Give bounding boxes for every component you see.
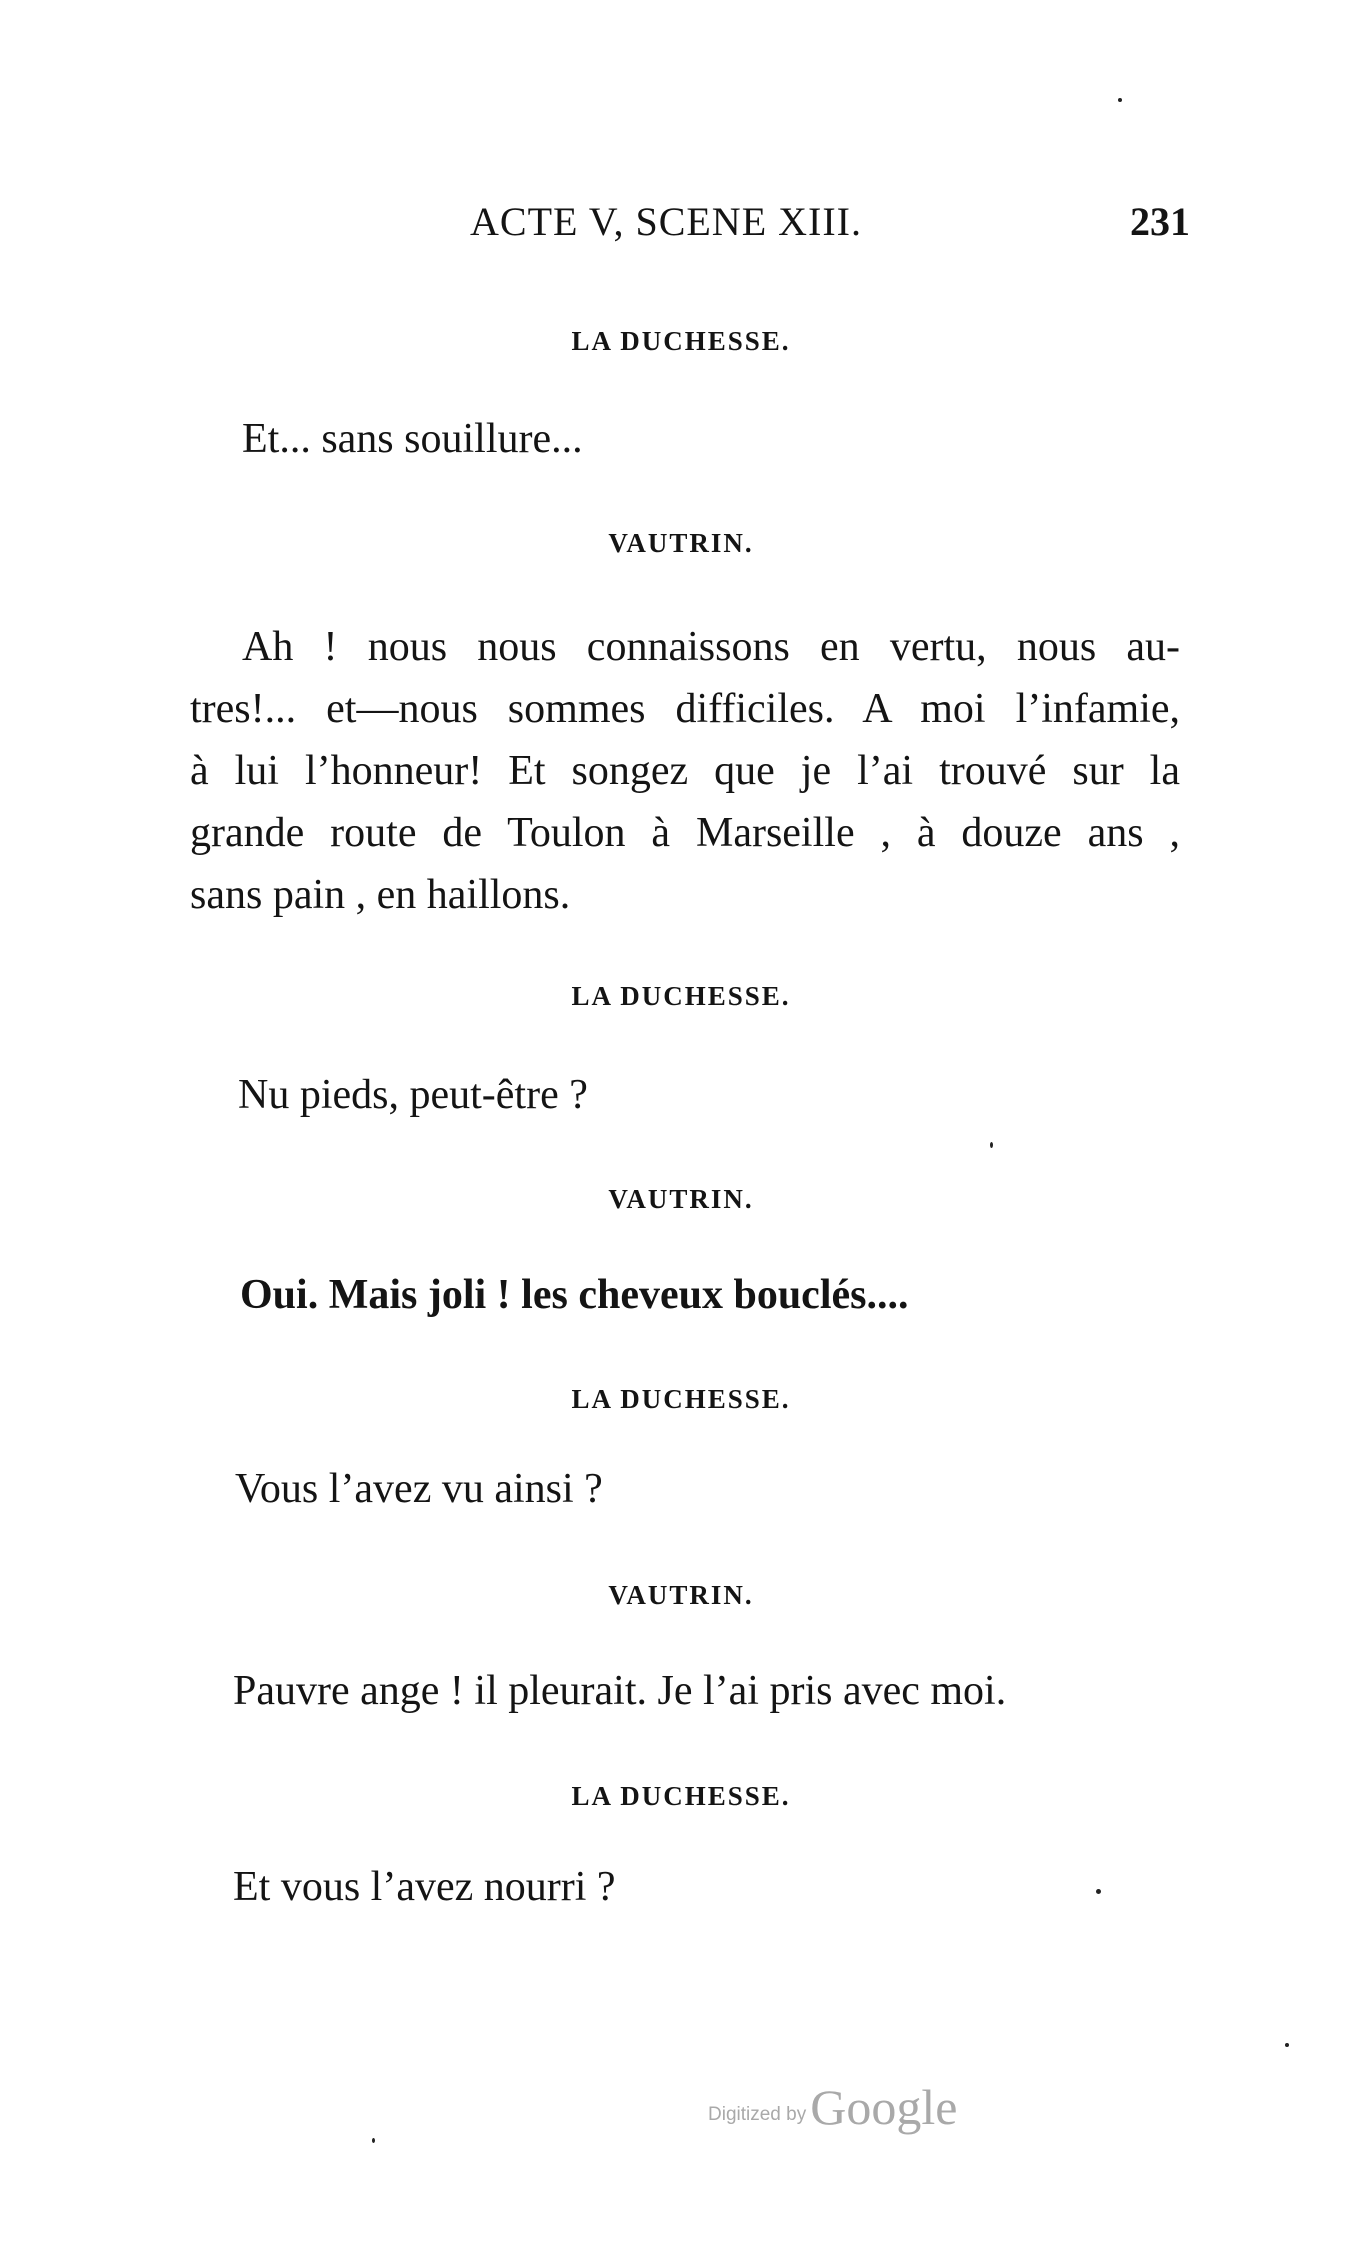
- page-header: [470, 198, 1190, 258]
- speech-line: Et... sans souillure...: [242, 416, 583, 462]
- speaker-name: VAUTRIN.: [608, 528, 754, 558]
- speech-line: Oui. Mais joli ! les cheveux bouclés....: [240, 1272, 909, 1318]
- speech-line: Vous l’avez vu ainsi ?: [235, 1466, 603, 1512]
- google-logo: Google: [810, 2079, 958, 2135]
- speaker-name: LA DUCHESSE.: [571, 1384, 791, 1414]
- digitization-watermark: [708, 2078, 957, 2136]
- speaker-name: VAUTRIN.: [608, 1580, 754, 1610]
- speaker-name: LA DUCHESSE.: [571, 981, 791, 1011]
- print-speck: [372, 2138, 375, 2143]
- digitized-label: Digitized by: [708, 2104, 807, 2125]
- speaker-name: LA DUCHESSE.: [571, 326, 791, 356]
- speech-line: grande route de Toulon à Marseille , à douze ans ,: [190, 810, 1180, 856]
- speaker-name: LA DUCHESSE.: [571, 1781, 791, 1811]
- speech-line: à lui l’honneur! Et songez que je l’ai trouvé sur la: [190, 748, 1180, 794]
- speech-line: Nu pieds, peut-être ?: [238, 1072, 588, 1118]
- speech-paragraph: [190, 616, 1180, 926]
- speaker-name: VAUTRIN.: [608, 1184, 754, 1214]
- speech-line: sans pain , en haillons.: [190, 872, 571, 918]
- running-head: ACTE V, SCENE XIII.: [470, 199, 862, 244]
- speech-line: Et vous l’avez nourri ?: [233, 1864, 616, 1910]
- page-number: 231: [1130, 199, 1190, 244]
- speech-line: Pauvre ange ! il pleurait. Je l’ai pris avec moi.: [233, 1668, 1007, 1714]
- print-speck: [1285, 2043, 1289, 2047]
- print-speck: [990, 1142, 993, 1148]
- speech-line: tres!... et—nous sommes difficiles. A moi l’infamie,: [190, 686, 1180, 732]
- print-speck: [1096, 1889, 1101, 1894]
- print-speck: [1118, 98, 1122, 102]
- speech-line: Ah ! nous nous connaissons en vertu, nous au-: [242, 624, 1180, 670]
